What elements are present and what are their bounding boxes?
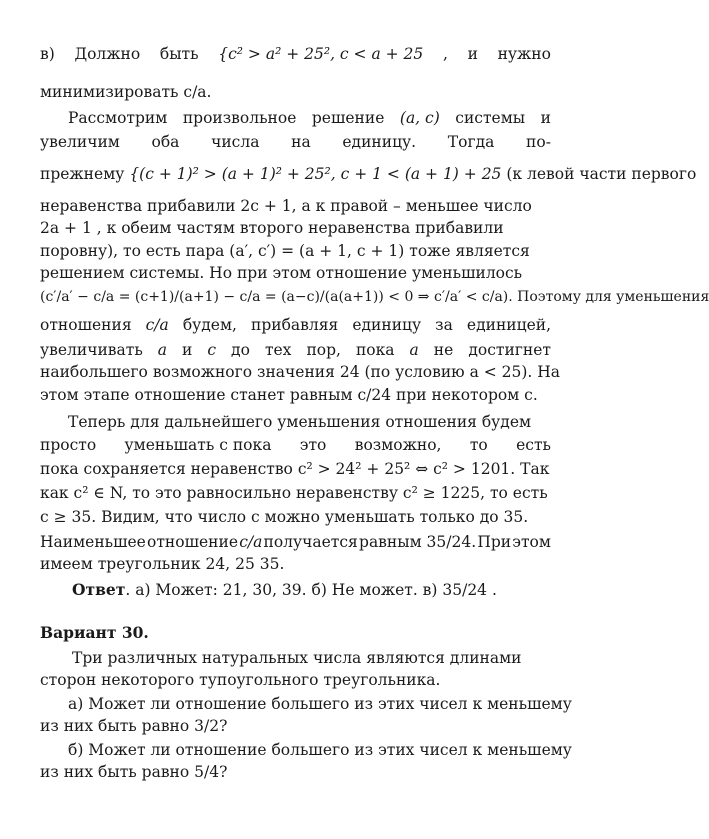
text-line: Наименьшее отношение c/a получается равным 35/24. При этом bbox=[40, 533, 551, 551]
paragraph-start: Рассмотрим произвольное решение (a, c) системы и bbox=[68, 109, 551, 127]
problem-part-b: б) Может ли отношение большего из этих чисел к меньшему bbox=[68, 741, 572, 759]
text-line: в) Должно быть {c² > a² + 25², c < a + 25 , и нужно bbox=[40, 45, 551, 63]
text-line: пока сохраняется неравенство c² > 24² + 25² ⇔ c² > 1201. Так bbox=[40, 460, 550, 478]
problem-part-a: из них быть равно 3/2? bbox=[40, 717, 228, 735]
text-line: отношения c/a будем, прибавляя единицу за единицей, bbox=[40, 316, 551, 334]
text-line: минимизировать c/a. bbox=[40, 83, 212, 101]
answer-line bbox=[72, 580, 551, 600]
text-line: прежнему {(c + 1)² > (a + 1)² + 25², c + 1 < (a + 1) + 25 (к левой части первого bbox=[40, 165, 697, 183]
text-line: c ≥ 35. Видим, что число c можно уменьшать только до 35. bbox=[40, 508, 529, 526]
text-line: решением системы. Но при этом отношение уменьшилось bbox=[40, 264, 523, 282]
variant-heading: Вариант 30. bbox=[40, 623, 149, 642]
problem-part-b: из них быть равно 5/4? bbox=[40, 763, 228, 781]
system-inequalities: {c² > a² + 25², c < a + 25 bbox=[218, 45, 424, 63]
problem-text: Три различных натуральных числа являются длинами bbox=[72, 649, 522, 667]
paragraph-start: Теперь для дальнейшего уменьшения отношения будем bbox=[68, 413, 532, 431]
text-line: 2a + 1 , к обеим частям второго неравенства прибавили bbox=[40, 219, 504, 237]
answer-text: . а) Может: 21, 30, 39. б) Не может. в) 35/24 . bbox=[125, 581, 497, 599]
problem-text: сторон некоторого тупоугольного треугольника. bbox=[40, 671, 441, 689]
system-inequalities: {(c + 1)² > (a + 1)² + 25², c + 1 < (a + 1) + 25 bbox=[129, 165, 502, 183]
text-line: поровну), то есть пара (a′, c′) = (a + 1, c + 1) тоже является bbox=[40, 242, 530, 260]
answer-label: Ответ bbox=[72, 580, 126, 599]
text-line: наибольшего возможного значения 24 (по условию a < 25). На bbox=[40, 363, 561, 381]
text-line: (c′/a′ − c/a = (c+1)/(a+1) − c/a = (a−c)/(a(a+1)) < 0 ⇒ c′/a′ < c/a). Поэтому для уменьшения bbox=[40, 289, 709, 305]
text-line: увеличивать a и c до тех пор, пока a не достигнет bbox=[40, 341, 551, 359]
text-line: просто уменьшать c пока это возможно, то есть bbox=[40, 436, 551, 454]
text-line: имеем треугольник 24, 25 35. bbox=[40, 555, 285, 573]
text-line: этом этапе отношение станет равным c/24 при некотором c. bbox=[40, 386, 538, 404]
text-line: увеличим оба числа на единицу. Тогда по- bbox=[40, 133, 551, 151]
problem-part-a: а) Может ли отношение большего из этих чисел к меньшему bbox=[68, 695, 572, 713]
text-line: как c² ∈ N, то это равносильно неравенству c² ≥ 1225, то есть bbox=[40, 484, 548, 502]
text-line: неравенства прибавили 2c + 1, а к правой – меньшее число bbox=[40, 197, 532, 215]
